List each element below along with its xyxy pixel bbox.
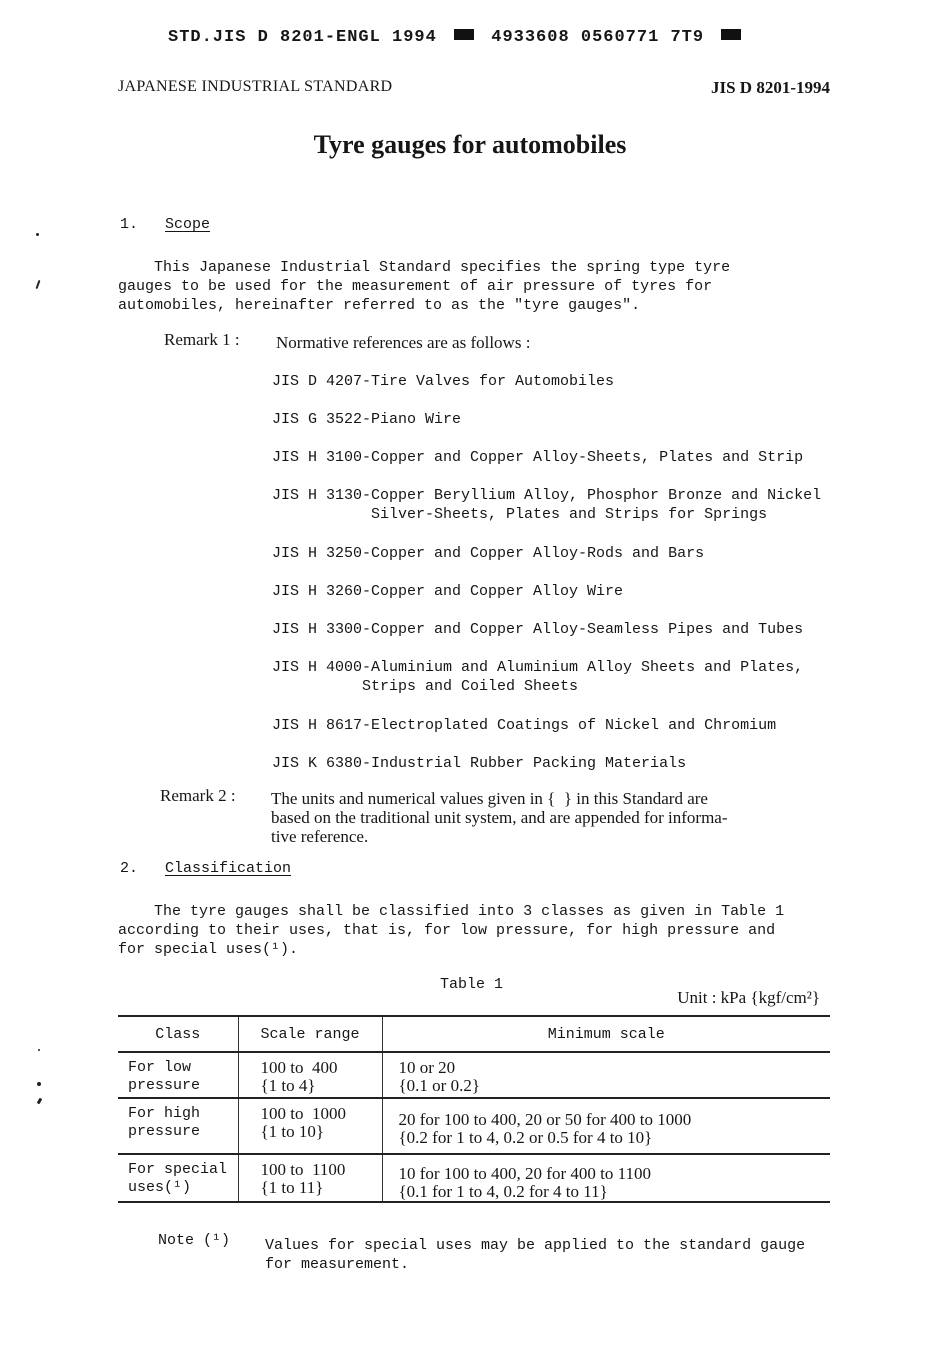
section-2-number: 2. [120, 860, 139, 877]
scan-speck [38, 1049, 40, 1051]
scan-speck [37, 1098, 43, 1105]
reference-item: JIS H 3300-Copper and Copper Alloy-Seamless Pipes and Tubes [272, 621, 804, 638]
cell-minimum-scale: 10 for 100 to 400, 20 for 400 to 1100 {0.1 for 1 to 4, 0.2 for 4 to 11} [398, 1164, 651, 1201]
reference-item: JIS D 4207-Tire Valves for Automobiles [272, 373, 615, 390]
scan-speck [37, 1082, 41, 1086]
note-label: Note (¹) [158, 1232, 231, 1249]
organization-header: JAPANESE INDUSTRIAL STANDARD [118, 78, 393, 95]
cell-scale-range: 100 to 400 {1 to 4} [260, 1058, 338, 1095]
section-1-number: 1. [120, 216, 139, 233]
code-line-part-2: 4933608 0560771 7T9 [491, 28, 705, 47]
header-class: Class [118, 1016, 238, 1052]
scan-speck [36, 280, 41, 289]
scan-speck [36, 233, 39, 236]
reference-item: JIS K 6380-Industrial Rubber Packing Materials [272, 755, 687, 772]
classification-table [118, 1015, 830, 1203]
remark-1-text: Normative references are as follows : [276, 333, 531, 352]
header-minimum-scale: Minimum scale [382, 1016, 830, 1052]
cell-class: For low pressure [128, 1059, 201, 1094]
cell-class: For high pressure [128, 1105, 201, 1140]
cell-minimum-scale: 20 for 100 to 400, 20 or 50 for 400 to 1000 {0.2 for 1 to 4, 0.2 or 0.5 for 4 to 10} [398, 1110, 692, 1147]
section-2-heading: Classification [165, 860, 292, 877]
reference-item: JIS H 3250-Copper and Copper Alloy-Rods and Bars [272, 545, 705, 562]
document-code-line [168, 28, 747, 47]
table-caption: Table 1 [440, 976, 504, 993]
header-scale-range: Scale range [238, 1016, 382, 1052]
section-1-heading: Scope [165, 216, 211, 233]
reference-item: JIS H 3260-Copper and Copper Alloy Wire [272, 583, 624, 600]
cell-scale-range: 100 to 1100 {1 to 11} [260, 1160, 346, 1197]
block-mark [721, 29, 741, 40]
standard-number: JIS D 8201-1994 [710, 78, 830, 97]
scope-paragraph: This Japanese Industrial Standard specifies the spring type tyre gauges to be used for the measurement of air pressure of tyres for automobiles, hereinafter referred to as the "tyre gauges". [118, 259, 731, 314]
table-unit: Unit : kPa {kgf/cm²} [677, 988, 820, 1007]
reference-item: JIS G 3522-Piano Wire [272, 411, 462, 428]
reference-item: JIS H 3130-Copper Beryllium Alloy, Phosphor Bronze and Nickel Silver-Sheets, Plates and Strips for Springs [272, 487, 822, 523]
reference-item: JIS H 4000-Aluminium and Aluminium Alloy Sheets and Plates, Strips and Coiled Sheets [272, 659, 804, 695]
cell-scale-range: 100 to 1000 {1 to 10} [260, 1104, 346, 1141]
code-line-part-1: STD.JIS D 8201-ENGL 1994 [168, 28, 437, 47]
remark-2-label: Remark 2 : [160, 786, 236, 805]
page-title: Tyre gauges for automobiles [313, 130, 627, 159]
block-mark [454, 29, 474, 40]
reference-item: JIS H 8617-Electroplated Coatings of Nickel and Chromium [272, 717, 777, 734]
table-row [118, 1098, 830, 1154]
table-row [118, 1052, 830, 1098]
table-row [118, 1154, 830, 1202]
note-text: Values for special uses may be applied to the standard gauge for measurement. [265, 1237, 806, 1273]
cell-class: For special uses(¹) [128, 1161, 228, 1196]
classification-paragraph: The tyre gauges shall be classified into 3 classes as given in Table 1 according to their uses, that is, for low pressure, for high pressure and for special uses(¹). [118, 903, 785, 958]
remark-1-label: Remark 1 : [164, 330, 240, 349]
cell-minimum-scale: 10 or 20 {0.1 or 0.2} [398, 1058, 480, 1095]
table-header-row [118, 1016, 830, 1052]
reference-item: JIS H 3100-Copper and Copper Alloy-Sheets, Plates and Strip [272, 449, 804, 466]
remark-2-text: The units and numerical values given in { } in this Standard are based on the traditional unit system, and are appended for informa- tive reference. [271, 789, 728, 846]
